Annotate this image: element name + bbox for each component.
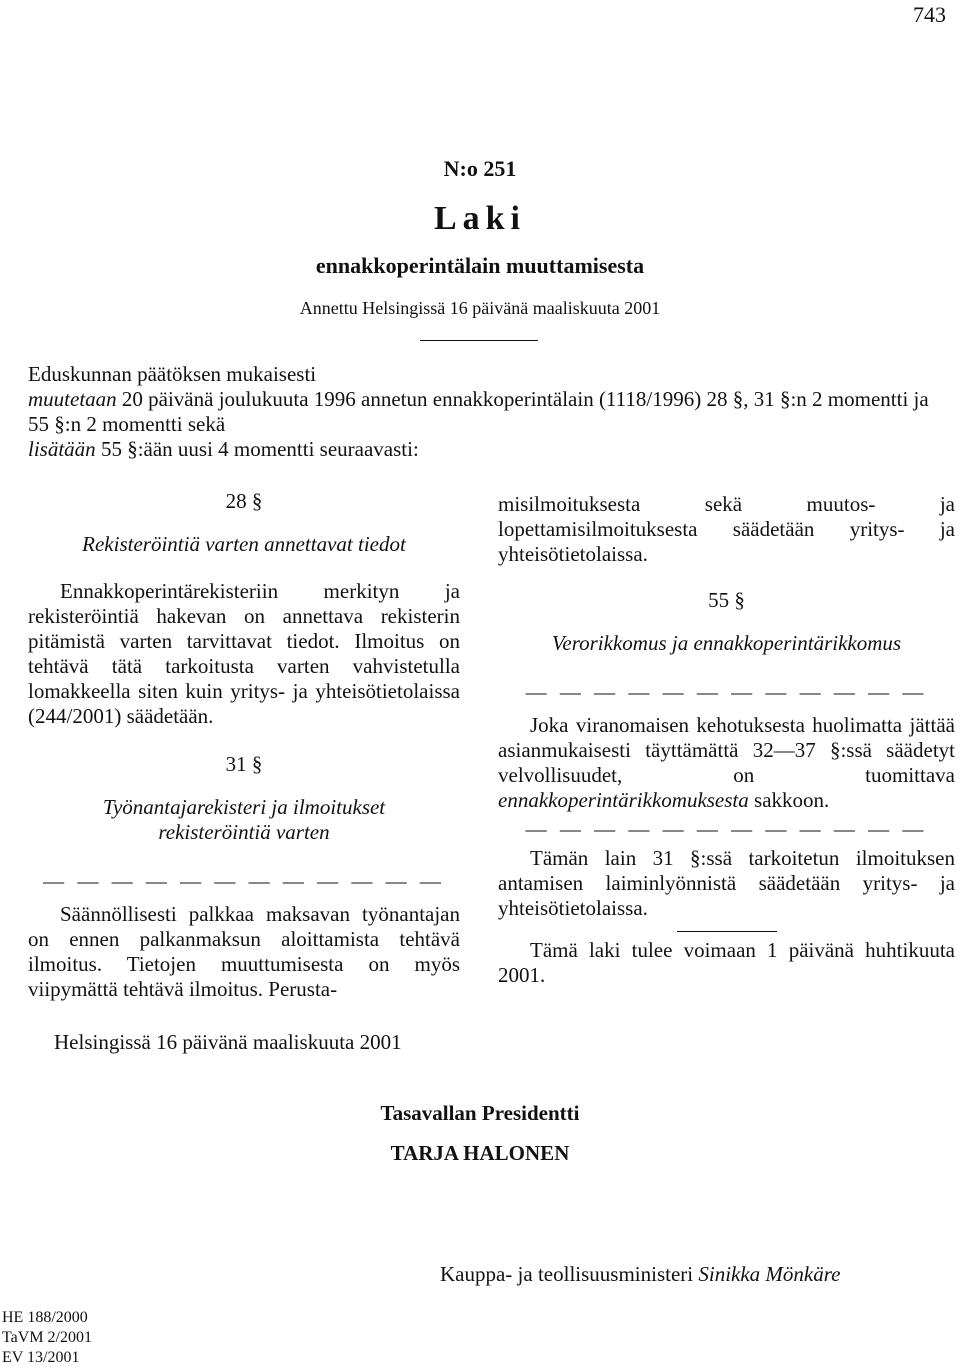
amend-text: 20 päivänä joulukuuta 1996 annetun ennakkoperintälain (1118/1996) 28 §, 31 §:n 2 momentti ja 55 §:n 2 momentti sekä xyxy=(28,387,929,436)
given-date-line: Annettu Helsingissä 16 päivänä maaliskuuta 2001 xyxy=(299,298,661,318)
section-31-title-line2: rekisteröintiä varten xyxy=(158,820,330,844)
place-date: Helsingissä 16 päivänä maaliskuuta 2001 xyxy=(54,1030,402,1054)
document-type: Laki xyxy=(433,200,527,237)
minister-title: Kauppa- ja teollisuusministeri xyxy=(440,1262,694,1286)
section-55-title: Verorikkomus ja ennakkoperintärikkomus xyxy=(551,631,902,655)
closing-divider xyxy=(677,931,777,932)
section-31-heading: 31 § xyxy=(225,752,263,776)
section-55-omission-dashes: — — — — — — — — — — — — xyxy=(525,680,928,704)
section-55-omission-dashes-2: — — — — — — — — — — — — xyxy=(525,817,928,841)
section-55-new-paragraph: Tämän lain 31 §:ssä tarkoitetun ilmoituksen antamisen laiminlyönnistä säädetään yritys- ja yhteisötietolaissa. xyxy=(498,846,955,920)
add-keyword: lisätään xyxy=(28,437,96,461)
section-55-paragraph-end: sakkoon. xyxy=(748,788,830,812)
section-28-title: Rekisteröintiä varten annettavat tiedot xyxy=(82,532,406,556)
section-28-body: Ennakkoperintärekisteriin merkityn ja rekisteröintiä hakevan on annettava rekisterin pitämistä varten tarvittavat tiedot. Ilmoitus on tehtävä tätä tarkoitusta varten vahvistetulla lomakkeella siten kuin yritys- ja yhteisötietolaissa (244/2001) säädetään. xyxy=(28,579,460,728)
section-31-omission-dashes: — — — — — — — — — — — — xyxy=(43,869,445,893)
page-number: 743 xyxy=(913,2,946,27)
preamble-intro: Eduskunnan päätöksen mukaisesti xyxy=(28,362,317,386)
section-55-heading: 55 § xyxy=(708,588,745,612)
preamble-add xyxy=(28,437,940,462)
legislative-references xyxy=(2,1308,92,1368)
statute-number: N:o 251 xyxy=(443,156,517,181)
minister-signature xyxy=(440,1262,840,1287)
section-55-paragraph-italic: ennakkoperintärikkomuksesta xyxy=(498,788,749,812)
reference-government-bill: HE 188/2000 xyxy=(2,1309,88,1326)
reference-committee-report: TaVM 2/2001 xyxy=(2,1329,92,1346)
section-55-paragraph xyxy=(498,713,955,813)
president-title: Tasavallan Presidentti xyxy=(380,1101,580,1125)
preamble-amend xyxy=(28,387,940,437)
entry-into-force: Tämä laki tulee voimaan 1 päivänä huhtikuuta 2001. xyxy=(498,938,955,987)
reference-parliament-reply: EV 13/2001 xyxy=(2,1349,80,1366)
section-28-heading: 28 § xyxy=(225,489,263,513)
section-31-title-line1: Työnantajarekisteri ja ilmoitukset xyxy=(102,795,386,819)
section-31-body-right: misilmoituksesta sekä muutos- ja lopettamisilmoituksesta säädetään yritys- ja yhteisötietolaissa. xyxy=(498,492,955,566)
section-55-paragraph-start: Joka viranomaisen kehotuksesta huolimatta jättää asianmukaisesti täyttämättä 32—37 §:ssä säädetyt velvollisuudet, on tuomittava xyxy=(498,713,955,787)
amend-keyword: muutetaan xyxy=(28,387,117,411)
president-name: TARJA HALONEN xyxy=(390,1141,570,1165)
section-31-body-left: Säännöllisesti palkkaa maksavan työnantajan on ennen palkanmaksun aloittamista tehtävä ilmoitus. Tietojen muuttumisesta on myös viipymättä tehtävä ilmoitus. Perusta- xyxy=(28,902,460,1001)
header-divider xyxy=(420,340,538,341)
left-column xyxy=(28,489,460,1002)
add-text: 55 §:ään uusi 4 momentti seuraavasti: xyxy=(95,437,419,461)
minister-name: Sinikka Mönkäre xyxy=(698,1262,841,1286)
right-column xyxy=(498,492,955,988)
preamble xyxy=(28,362,940,462)
document-subtitle: ennakkoperintälain muuttamisesta xyxy=(315,253,645,278)
